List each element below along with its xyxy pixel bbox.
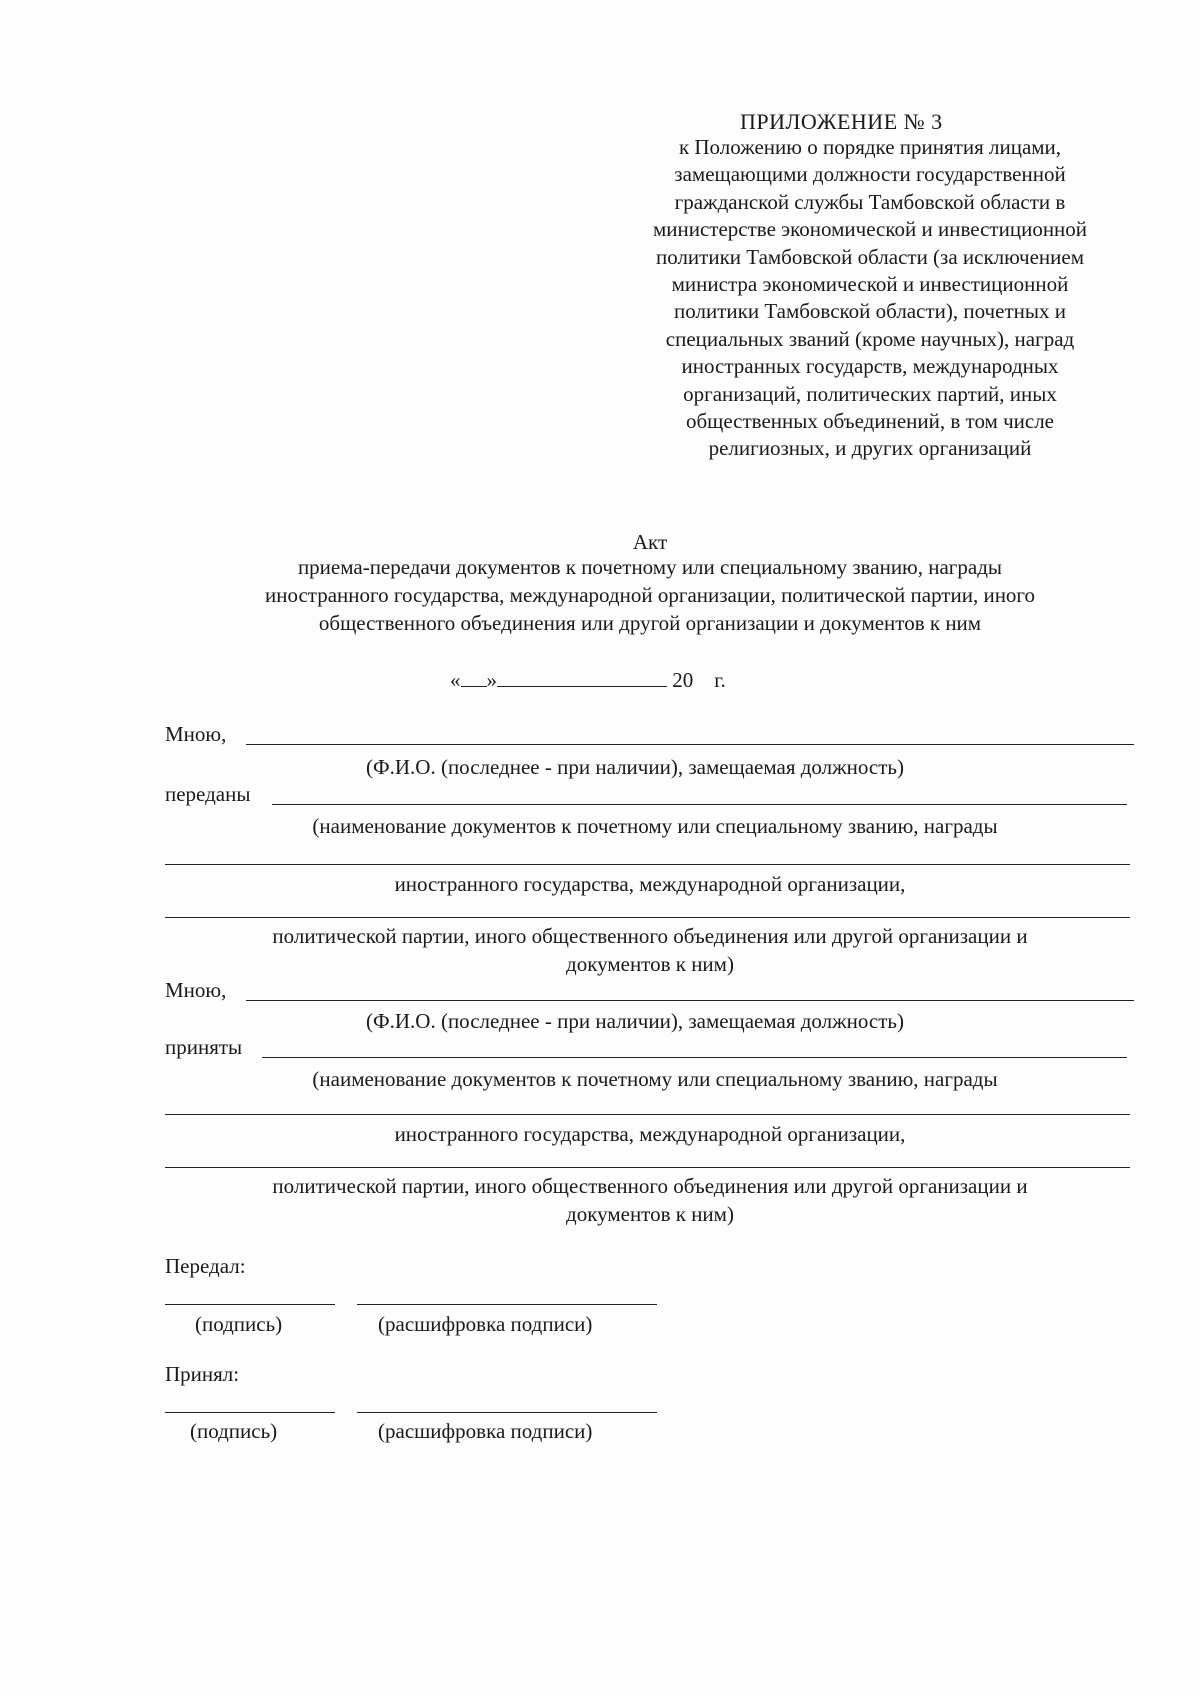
received-signature-caption: (подпись) [190, 1419, 278, 1443]
month-field[interactable] [497, 664, 667, 687]
appendix-line: организаций, политических партий, иных [683, 381, 1057, 406]
appendix-line: замещающими должности государственной [674, 162, 1066, 187]
received-docs-caption-2: иностранного государства, международной организации, [394, 1122, 906, 1146]
received-signature-field[interactable] [165, 1412, 335, 1413]
day-field[interactable] [461, 664, 487, 687]
date-close-quote: » [486, 668, 497, 692]
date-open-quote: « [450, 668, 461, 692]
appendix-text [600, 134, 1140, 463]
received-decoding-field[interactable] [357, 1412, 657, 1413]
act-subtitle-line: приема-передачи документов к почетному или специальному званию, награды [297, 555, 1003, 579]
received-docs-caption-3: политической партии, иного общественного объединения или другой организации и [272, 1174, 1028, 1198]
handed-signature-label: Передал: [165, 1254, 246, 1278]
handed-decoding-caption: (расшифровка подписи) [378, 1312, 593, 1336]
handed-docs-field-1[interactable] [272, 804, 1127, 805]
handed-docs-caption-2: иностранного государства, международной организации, [394, 872, 906, 896]
handed-by-caption: (Ф.И.О. (последнее - при наличии), замещаемая должность) [366, 755, 904, 779]
handed-action-label: переданы [165, 782, 251, 806]
appendix-line: религиозных, и других организаций [708, 436, 1032, 461]
appendix-title: ПРИЛОЖЕНИЕ № 3 [740, 109, 943, 134]
year-prefix: 20 [672, 668, 694, 692]
handed-signature-field[interactable] [165, 1304, 335, 1305]
act-subtitle [150, 553, 1150, 637]
appendix-line: министра экономической и инвестиционной [671, 272, 1069, 297]
handed-docs-caption-4: документов к ним) [566, 952, 734, 976]
appendix-line: к Положению о порядке принятия лицами, [678, 135, 1062, 159]
received-decoding-caption: (расшифровка подписи) [378, 1419, 593, 1443]
received-signature-label: Принял: [165, 1362, 240, 1386]
handed-docs-field-2[interactable] [165, 864, 1130, 865]
received-by-label: Мною, [165, 978, 227, 1002]
year-suffix: г. [714, 668, 726, 692]
received-docs-caption-1: (наименование документов к почетному или специальному званию, награды [312, 1067, 998, 1091]
received-docs-caption-4: документов к ним) [566, 1202, 734, 1226]
received-docs-field-2[interactable] [165, 1114, 1130, 1115]
appendix-line: политики Тамбовской области), почетных и [674, 299, 1066, 324]
handed-by-label: Мною, [165, 722, 227, 746]
appendix-line: иностранных государств, международных [681, 354, 1059, 379]
handed-signature-caption: (подпись) [195, 1312, 283, 1336]
received-by-caption: (Ф.И.О. (последнее - при наличии), замещаемая должность) [366, 1009, 904, 1033]
act-title: Акт [632, 530, 668, 554]
appendix-line: политики Тамбовской области (за исключением [655, 244, 1085, 269]
received-by-field[interactable] [246, 1000, 1134, 1001]
received-docs-field-3[interactable] [165, 1167, 1130, 1168]
act-subtitle-line: иностранного государства, международной организации, политической партии, иного [264, 583, 1036, 607]
appendix-line: гражданской службы Тамбовской области в [674, 189, 1066, 214]
date-line [450, 664, 726, 694]
appendix-line: общественных объединений, в том числе [685, 409, 1055, 434]
handed-docs-caption-1: (наименование документов к почетному или специальному званию, награды [312, 814, 998, 838]
appendix-line: специальных званий (кроме научных), наград [665, 326, 1075, 351]
appendix-line: министерстве экономической и инвестиционной [652, 217, 1088, 242]
handed-docs-caption-3: политической партии, иного общественного объединения или другой организации и [272, 924, 1028, 948]
handed-by-field[interactable] [246, 744, 1134, 745]
handed-docs-field-3[interactable] [165, 917, 1130, 918]
received-docs-field-1[interactable] [262, 1057, 1127, 1058]
received-action-label: приняты [165, 1035, 243, 1059]
act-subtitle-line: общественного объединения или другой организации и документов к ним [318, 611, 982, 635]
handed-decoding-field[interactable] [357, 1304, 657, 1305]
